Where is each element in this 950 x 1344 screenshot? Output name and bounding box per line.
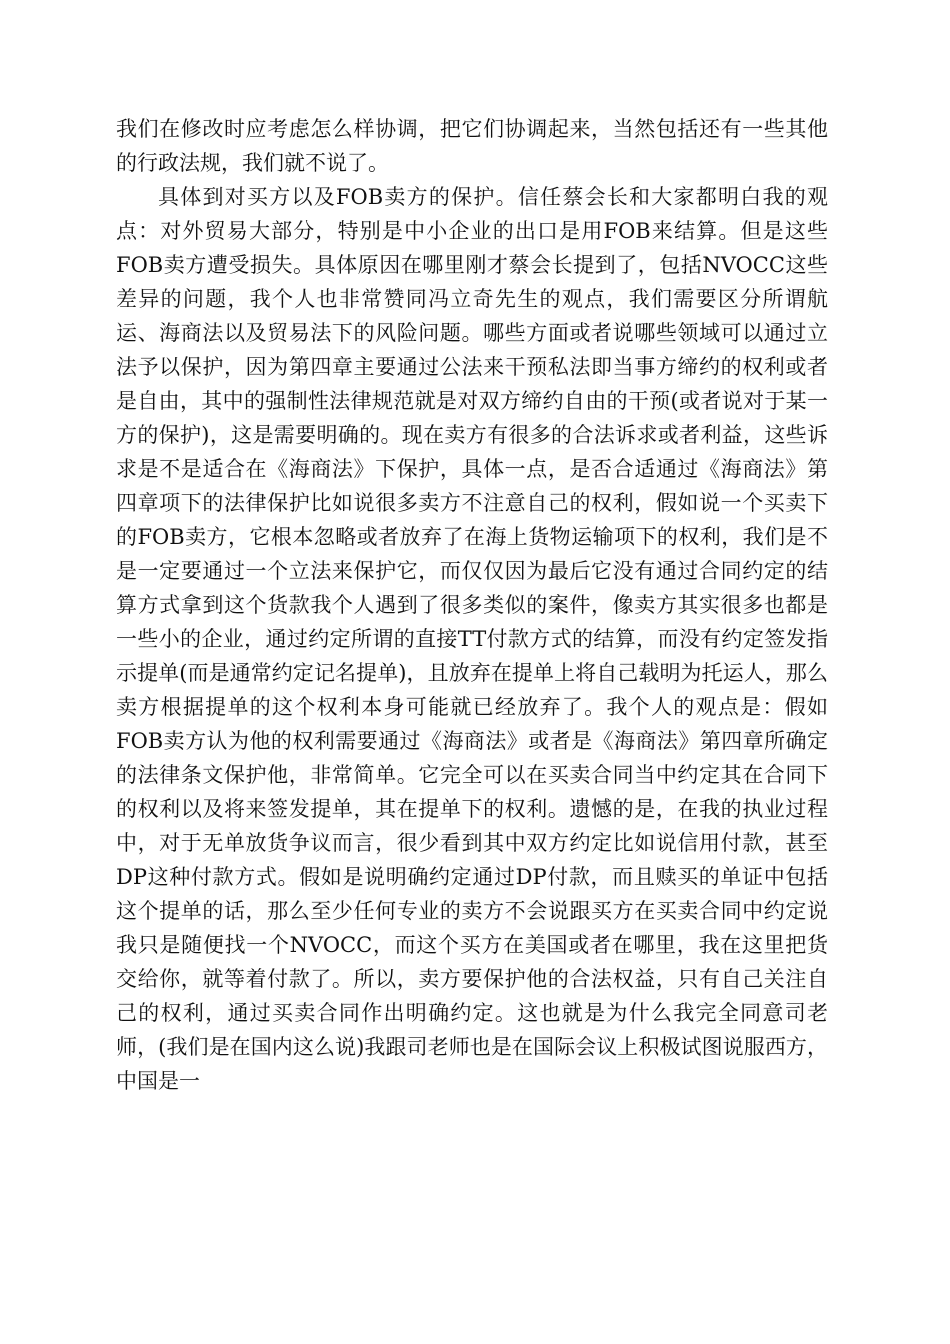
paragraph-1: 我们在修改时应考虑怎么样协调，把它们协调起来，当然包括还有一些其他的行政法规，我们就不说了。 (116, 117, 828, 175)
paragraph-2: 具体到对买方以及FOB卖方的保护。信任蔡会长和大家都明白我的观点：对外贸易大部分，特别是中小企业的出口是用FOB来结算。但是这些FOB卖方遭受损失。具体原因在哪里刚才蔡会长提到了，包括NVOCC这些差异的问题，我个人也非常赞同冯立奇先生的观点，我们需要区分所谓航运、海商法以及贸易法下的风险问题。哪些方面或者说哪些领域可以通过立法予以保护，因为第四章主要通过公法来干预私法即当事方缔约的权利或者是自由，其中的强制性法律规范就是对双方缔约自由的干预(或者说对于某一方的保护)，这是需要明确的。现在卖方有很多的合法诉求或者利益，这些诉求是不是适合在《海商法》下保护，具体一点，是否合适通过《海商法》第四章项下的法律保护比如说很多卖方不注意自己的权利，假如说一个买卖下的FOB卖方，它根本忽略或者放弃了在海上货物运输项下的权利，我们是不是一定要通过一个立法来保护它，而仅仅因为最后它没有通过合同约定的结算方式拿到这个货款我个人遇到了很多类似的案件，像卖方其实很多也都是一些小的企业，通过约定所谓的直接TT付款方式的结算，而没有约定签发指示提单(而是通常约定记名提单)，且放弃在提单上将自己载明为托运人，那么卖方根据提单的这个权利本身可能就已经放弃了。我个人的观点是：假如FOB卖方认为他的权利需要通过《海商法》或者是《海商法》第四章所确定的法律条文保护他，非常简单。它完全可以在买卖合同当中约定其在合同下的权利以及将来签发提单，其在提单下的权利。遗憾的是，在我的执业过程中，对于无单放货争议而言，很少看到其中双方约定比如说信用付款，甚至DP这种付款方式。假如是说明确约定通过DP付款，而且赎买的单证中包括这个提单的话，那么至少任何专业的卖方不会说跟买方在买卖合同中约定说我只是随便找一个NVOCC，而这个买方在美国或者在哪里，我在这里把货交给你，就等着付款了。所以，卖方要保护他的合法权益，只有自己关注自己的权利，通过买卖合同作出明确约定。这也就是为什么我完全同意司老师，(我们是在国内这么说)我跟司老师也是在国际会议上积极试图说服西方，中国是一 (116, 185, 828, 1093)
